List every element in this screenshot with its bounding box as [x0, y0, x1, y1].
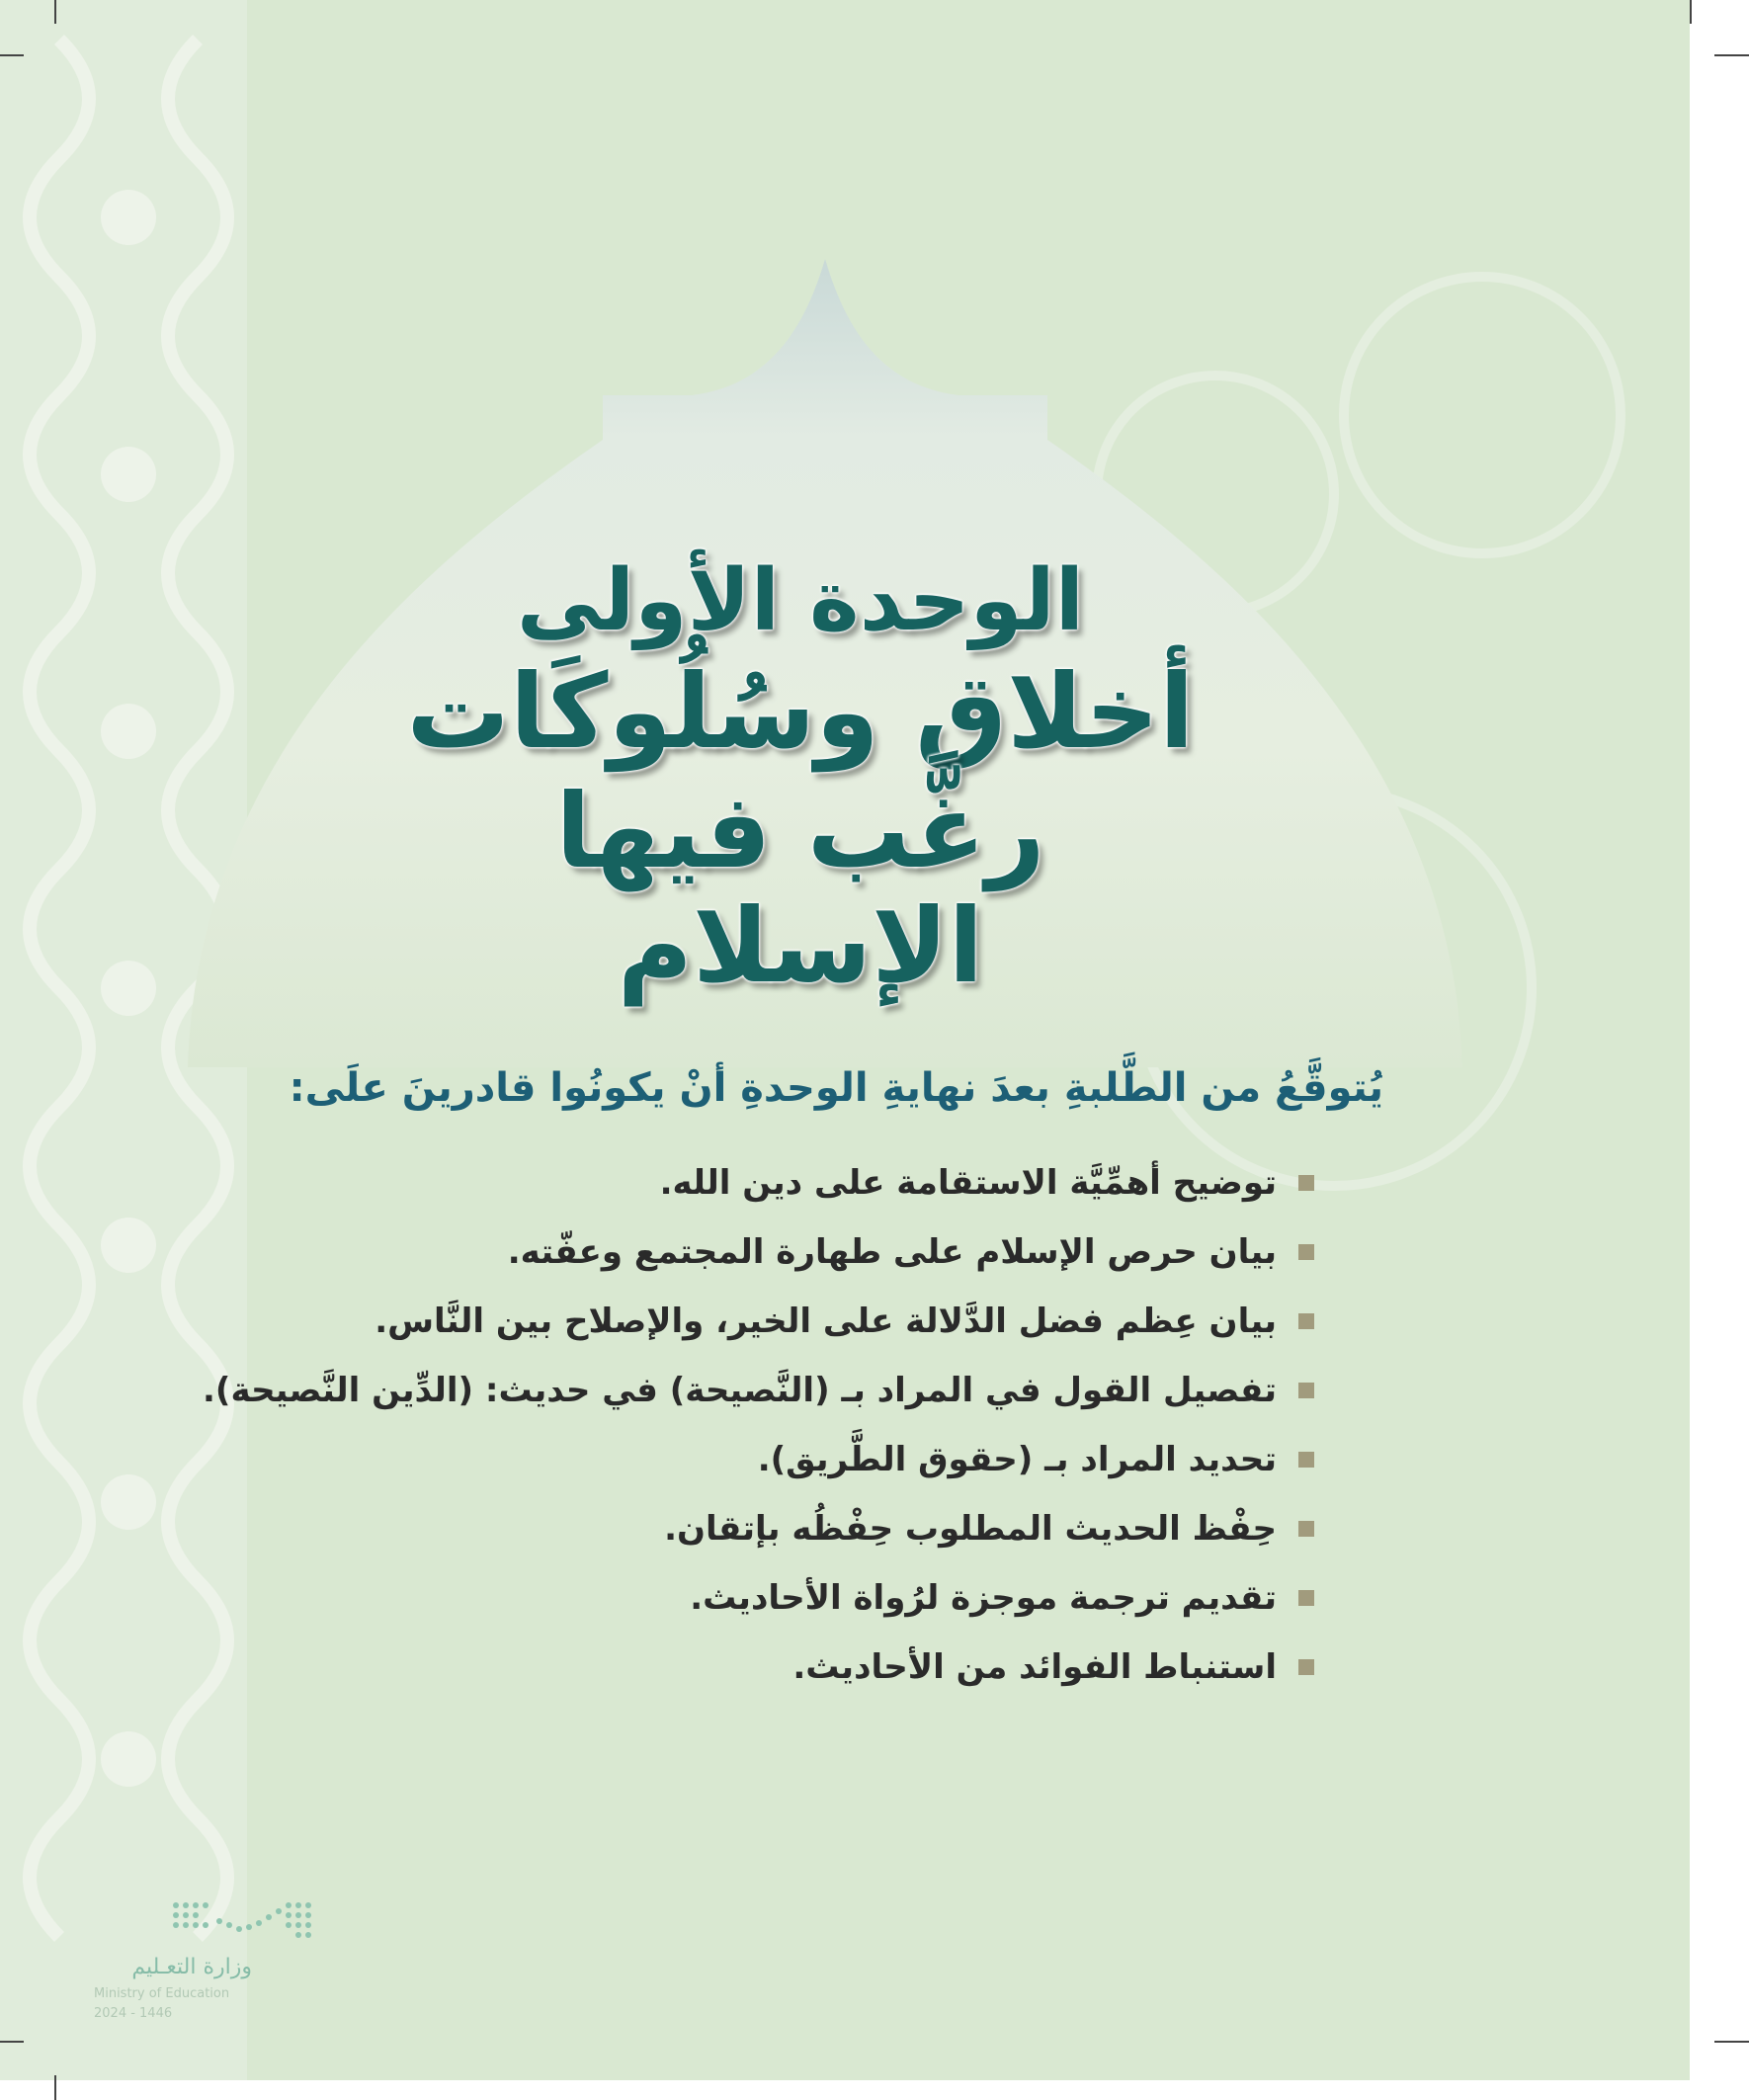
objective-text: توضيح أهمِّيَّة الاستقامة على دين الله.: [659, 1163, 1277, 1203]
objective-text: تحديد المراد بـ (حقوق الطَّريق).: [757, 1440, 1277, 1479]
logo-dots-icon: [168, 1897, 316, 1945]
list-item: [203, 1287, 1314, 1356]
list-item: [203, 1563, 1314, 1633]
crop-mark: [0, 2041, 24, 2043]
crop-mark: [1714, 54, 1749, 56]
objective-text: تقديم ترجمة موجزة لرُواة الأحاديث.: [690, 1578, 1277, 1618]
list-item: [203, 1425, 1314, 1494]
logo-english-text: Ministry of Education: [94, 1986, 230, 2001]
logo-year-text: 2024 - 1446: [94, 2006, 173, 2021]
logo-arabic-text: وزارة التعـليم: [131, 1955, 252, 1979]
unit-title-block: [356, 551, 1245, 1007]
learning-objectives-intro: يُتوقَّعُ من الطَّلبةِ بعدَ نهايةِ الوحدةِ أنْ يكونُوا قادرينَ علَى:: [289, 1065, 1383, 1111]
learning-objectives-list: [203, 1148, 1314, 1702]
unit-title-line2: رغَّب فيها الإسلام: [555, 770, 1045, 1007]
unit-title-line1: أخلاق وسُلُوكَات: [406, 651, 1195, 773]
crop-mark: [0, 54, 24, 56]
square-bullet-icon: [1298, 1452, 1314, 1468]
crop-mark: [54, 0, 56, 24]
objective-text: تفصيل القول في المراد بـ (النَّصيحة) في حديث: (الدِّين النَّصيحة).: [203, 1371, 1277, 1410]
square-bullet-icon: [1298, 1175, 1314, 1191]
unit-label: الوحدة الأولى: [516, 551, 1085, 650]
objective-text: حِفْظ الحديث المطلوب حِفْظُه بإتقان.: [664, 1509, 1277, 1549]
square-bullet-icon: [1298, 1244, 1314, 1260]
list-item: [203, 1356, 1314, 1425]
ministry-logo: [94, 1897, 311, 2046]
list-item: [203, 1148, 1314, 1218]
square-bullet-icon: [1298, 1313, 1314, 1329]
objective-text: استنباط الفوائد من الأحاديث.: [792, 1647, 1277, 1687]
objective-text: بيان عِظم فضل الدَّلالة على الخير، والإصلاح بين النَّاس.: [375, 1302, 1277, 1341]
square-bullet-icon: [1298, 1383, 1314, 1398]
crop-mark: [1690, 0, 1692, 24]
list-item: [203, 1218, 1314, 1287]
square-bullet-icon: [1298, 1590, 1314, 1606]
crop-mark: [54, 2075, 56, 2100]
list-item: [203, 1633, 1314, 1702]
crop-mark: [1714, 2041, 1749, 2043]
list-item: [203, 1494, 1314, 1563]
square-bullet-icon: [1298, 1659, 1314, 1675]
square-bullet-icon: [1298, 1521, 1314, 1537]
objective-text: بيان حرص الإسلام على طهارة المجتمع وعفّته.: [507, 1232, 1277, 1272]
